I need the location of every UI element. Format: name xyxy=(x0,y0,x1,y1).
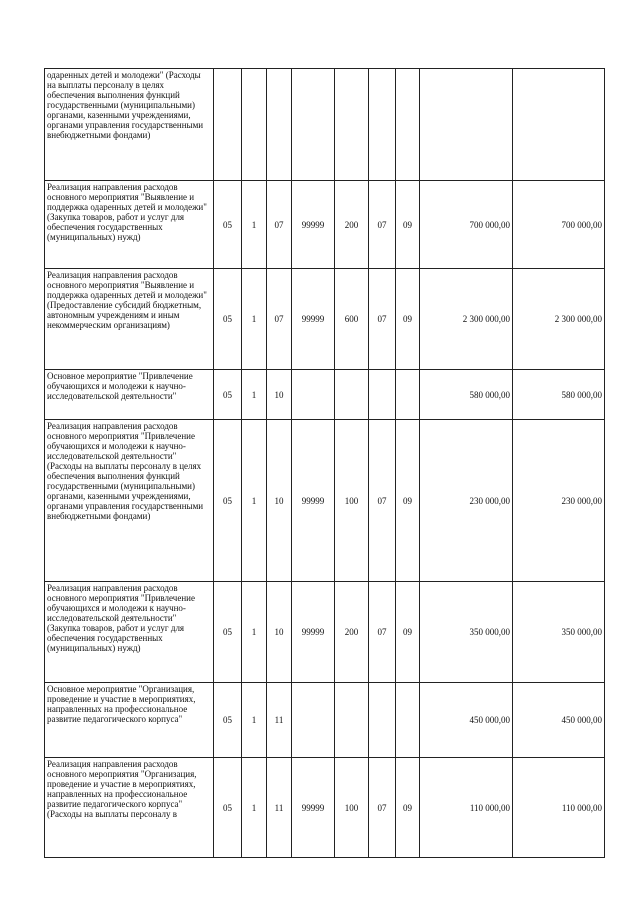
row-name: одаренных детей и молодежи" (Расходы на выплаты персоналу в целях обеспечения выполнения функций государственными (муниципальными) органами, казенными учреждениями, органами управления государственными внебюджетными фондами) xyxy=(45,69,214,181)
cell-subprogram: 1 xyxy=(242,181,267,269)
cell-subprogram: 1 xyxy=(242,758,267,858)
cell-program: 05 xyxy=(214,683,242,758)
cell-subprogram xyxy=(242,69,267,181)
cell-subprogram: 1 xyxy=(242,683,267,758)
cell-subsection: 09 xyxy=(396,269,420,370)
row-name: Реализация направления расходов основного мероприятия "Привлечение обучающихся и молодежи к научно-исследовательской деятельности" (Расходы на выплаты персоналу в целях обеспечения выполнения функций государственными (муниципальными) органами, казенными учреждениями, органами управления государственными внебюджетными фондами) xyxy=(45,420,214,582)
cell-direction: 99999 xyxy=(292,582,335,683)
cell-section: 07 xyxy=(369,582,396,683)
cell-subsection: 09 xyxy=(396,420,420,582)
cell-program: 05 xyxy=(214,370,242,420)
table-row xyxy=(45,683,605,758)
cell-amount-2: 580 000,00 xyxy=(513,370,605,420)
cell-direction: 99999 xyxy=(292,420,335,582)
cell-amount-1: 350 000,00 xyxy=(420,582,513,683)
cell-activity: 07 xyxy=(267,181,292,269)
cell-subprogram: 1 xyxy=(242,420,267,582)
cell-amount-1: 230 000,00 xyxy=(420,420,513,582)
cell-program: 05 xyxy=(214,181,242,269)
table-row xyxy=(45,758,605,858)
table-row xyxy=(45,420,605,582)
cell-amount-2 xyxy=(513,69,605,181)
cell-subsection xyxy=(396,683,420,758)
cell-section xyxy=(369,69,396,181)
cell-amount-1: 450 000,00 xyxy=(420,683,513,758)
cell-amount-1: 110 000,00 xyxy=(420,758,513,858)
cell-subprogram: 1 xyxy=(242,582,267,683)
cell-subsection: 09 xyxy=(396,582,420,683)
cell-section: 07 xyxy=(369,420,396,582)
cell-program: 05 xyxy=(214,758,242,858)
cell-expense-type: 200 xyxy=(335,582,369,683)
cell-activity: 10 xyxy=(267,420,292,582)
cell-program: 05 xyxy=(214,269,242,370)
row-name: Основное мероприятие "Организация, проведение и участие в мероприятиях, направленных на профессиональное развитие педагогического корпуса" xyxy=(45,683,214,758)
row-name: Реализация направления расходов основного мероприятия "Привлечение обучающихся и молодежи к научно-исследовательской деятельности" (Закупка товаров, работ и услуг для обеспечения государственных (муниципальных) нужд) xyxy=(45,582,214,683)
table-row xyxy=(45,69,605,181)
cell-subprogram: 1 xyxy=(242,269,267,370)
cell-program: 05 xyxy=(214,420,242,582)
cell-expense-type: 200 xyxy=(335,181,369,269)
cell-section xyxy=(369,370,396,420)
table-row xyxy=(45,370,605,420)
cell-expense-type: 100 xyxy=(335,758,369,858)
cell-program xyxy=(214,69,242,181)
cell-amount-2: 230 000,00 xyxy=(513,420,605,582)
row-name: Основное мероприятие "Привлечение обучающихся и молодежи к научно-исследовательской деятельности" xyxy=(45,370,214,420)
row-name: Реализация направления расходов основного мероприятия "Выявление и поддержка одаренных детей и молодежи" (Закупка товаров, работ и услуг для обеспечения государственных (муниципальных) нужд) xyxy=(45,181,214,269)
cell-amount-2: 110 000,00 xyxy=(513,758,605,858)
row-name: Реализация направления расходов основного мероприятия "Выявление и поддержка одаренных детей и молодежи" (Предоставление субсидий бюджетным, автономным учреждениям и иным некоммерческим организациям) xyxy=(45,269,214,370)
table-row xyxy=(45,582,605,683)
cell-subsection: 09 xyxy=(396,758,420,858)
cell-amount-2: 450 000,00 xyxy=(513,683,605,758)
cell-amount-1 xyxy=(420,69,513,181)
cell-amount-2: 350 000,00 xyxy=(513,582,605,683)
cell-amount-1: 700 000,00 xyxy=(420,181,513,269)
cell-section: 07 xyxy=(369,181,396,269)
row-name: Реализация направления расходов основного мероприятия "Организация, проведение и участие в мероприятиях, направленных на профессиональное развитие педагогического корпуса" (Расходы на выплаты персоналу в xyxy=(45,758,214,858)
cell-activity: 11 xyxy=(267,758,292,858)
cell-expense-type xyxy=(335,683,369,758)
cell-direction xyxy=(292,69,335,181)
cell-subprogram: 1 xyxy=(242,370,267,420)
cell-amount-2: 700 000,00 xyxy=(513,181,605,269)
table-row xyxy=(45,269,605,370)
cell-expense-type: 100 xyxy=(335,420,369,582)
cell-direction: 99999 xyxy=(292,181,335,269)
cell-activity xyxy=(267,69,292,181)
cell-subsection: 09 xyxy=(396,181,420,269)
cell-section xyxy=(369,683,396,758)
cell-subsection xyxy=(396,370,420,420)
cell-amount-1: 2 300 000,00 xyxy=(420,269,513,370)
cell-program: 05 xyxy=(214,582,242,683)
cell-activity: 10 xyxy=(267,582,292,683)
table-row xyxy=(45,181,605,269)
cell-expense-type: 600 xyxy=(335,269,369,370)
cell-expense-type xyxy=(335,69,369,181)
cell-activity: 07 xyxy=(267,269,292,370)
cell-subsection xyxy=(396,69,420,181)
cell-section: 07 xyxy=(369,758,396,858)
cell-direction xyxy=(292,683,335,758)
cell-activity: 10 xyxy=(267,370,292,420)
cell-direction: 99999 xyxy=(292,758,335,858)
cell-amount-1: 580 000,00 xyxy=(420,370,513,420)
cell-activity: 11 xyxy=(267,683,292,758)
cell-section: 07 xyxy=(369,269,396,370)
cell-direction xyxy=(292,370,335,420)
cell-expense-type xyxy=(335,370,369,420)
cell-direction: 99999 xyxy=(292,269,335,370)
cell-amount-2: 2 300 000,00 xyxy=(513,269,605,370)
budget-table xyxy=(44,68,605,858)
